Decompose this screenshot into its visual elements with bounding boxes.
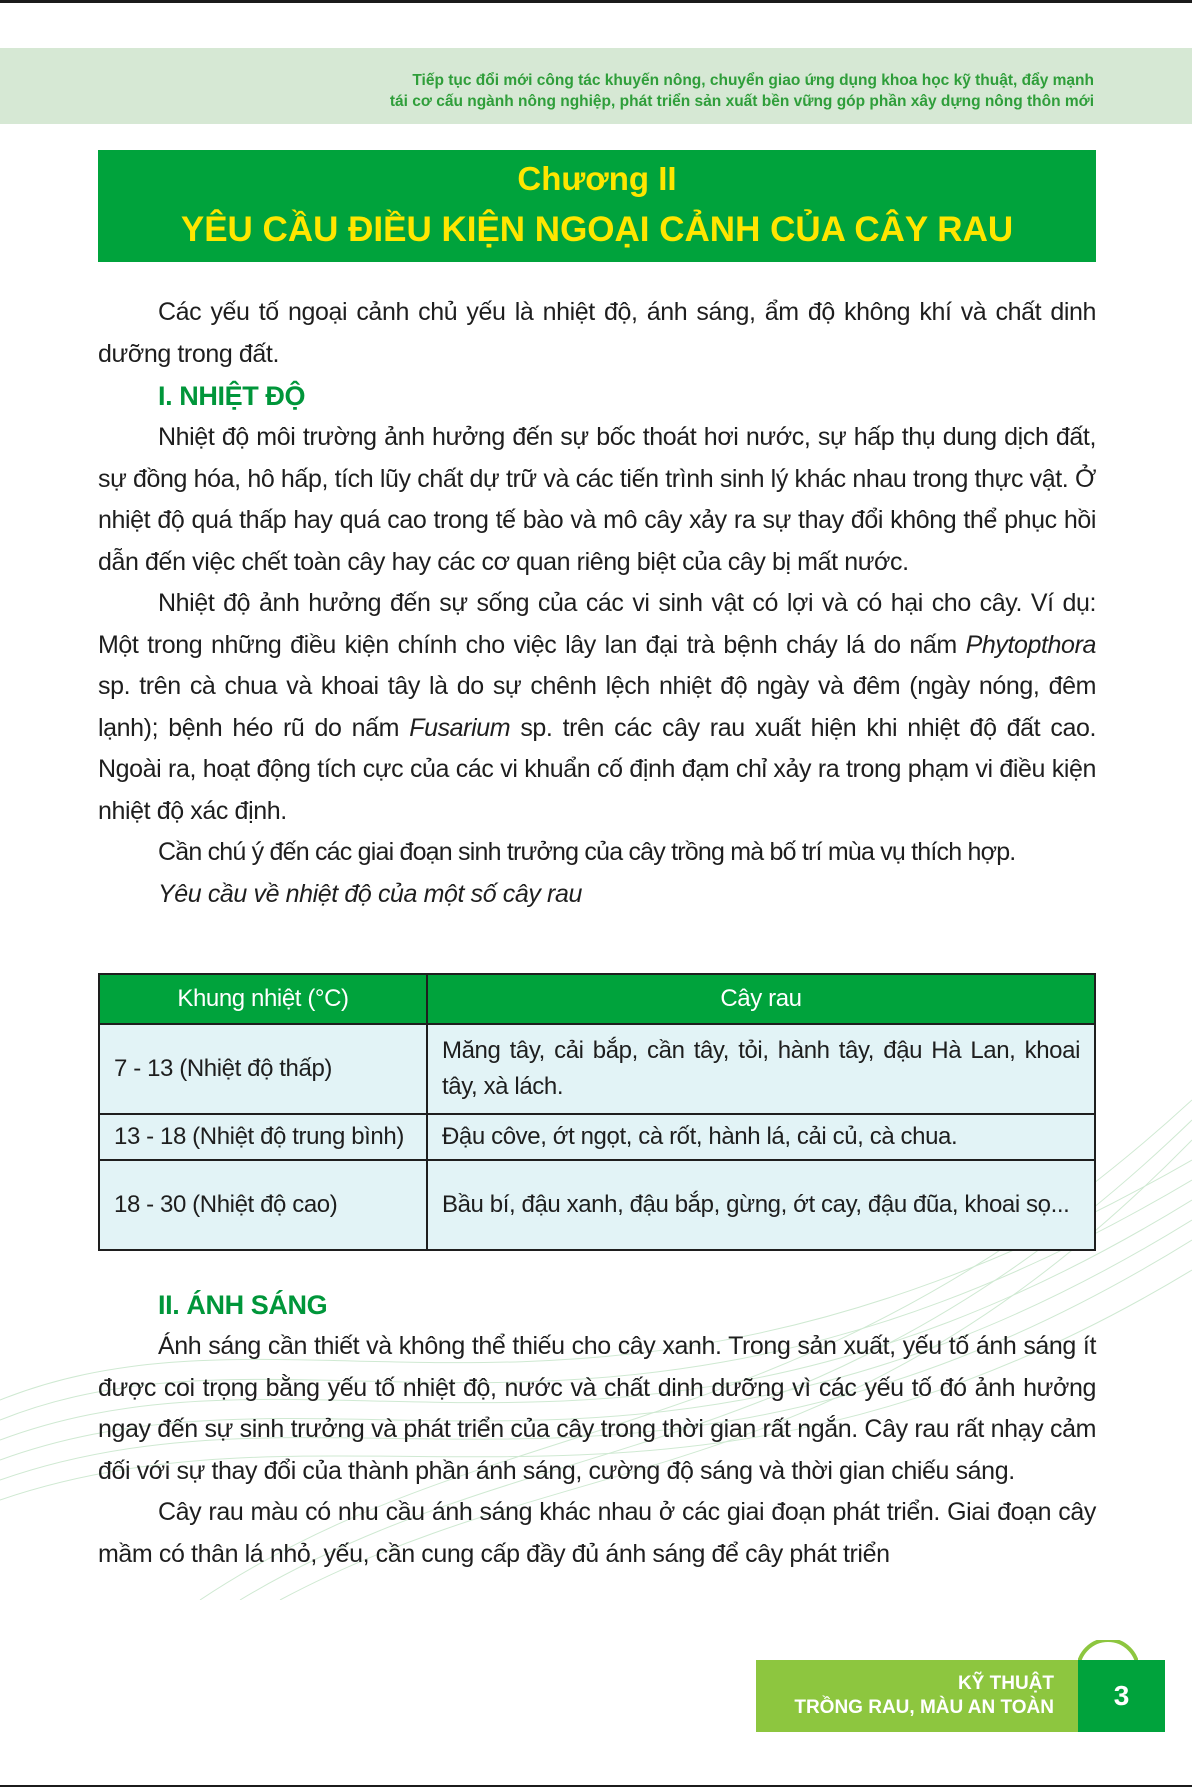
chapter-subtitle: YÊU CẦU ĐIỀU KIỆN NGOẠI CẢNH CỦA CÂY RAU <box>180 210 1014 249</box>
section-2-paragraph-2: Cây rau màu có nhu cầu ánh sáng khác nhau ở các giai đoạn phát triển. Giai đoạn cây mầm có thân lá nhỏ, yếu, cần cung cấp đầy đủ ánh sáng để cây phát triển <box>98 1498 1096 1568</box>
table-cell-vegetables: Măng tây, cải bắp, cần tây, tỏi, hành tây, đậu Hà Lan, khoai tây, xà lách. <box>427 1024 1095 1114</box>
chapter-title: Chương II <box>517 160 677 197</box>
table-cell-temperature: 13 - 18 (Nhiệt độ trung bình) <box>99 1114 427 1160</box>
section-1-paragraph-3: Cần chú ý đến các giai đoạn sinh trưởng của cây trồng mà bố trí mùa vụ thích hợp. <box>158 838 1016 866</box>
temperature-table <box>98 973 1096 1251</box>
p2-italic-fusarium: Fusarium <box>409 713 511 742</box>
footer-book-title <box>756 1660 1078 1732</box>
section-1-paragraph-1: Nhiệt độ môi trường ảnh hưởng đến sự bốc thoát hơi nước, sự hấp thụ dung dịch đất, sự đồng hóa, hô hấp, tích lũy chất dự trữ và các tiến trình sinh lý khác nhau trong thực vật. Ở nhiệt độ quá thấp hay quá cao trong tế bào và mô cây xảy ra sự thay đổi không thể phục hồi dẫn đến việc chết toàn cây hay các cơ quan riêng biệt của cây bị mất nước. <box>98 423 1096 576</box>
running-header <box>390 70 1094 112</box>
table-cell-vegetables: Bầu bí, đậu xanh, đậu bắp, gừng, ớt cay, đậu đũa, khoai sọ... <box>427 1160 1095 1250</box>
p2-italic-phytopthora: Phytopthora <box>965 630 1096 659</box>
intro-paragraph: Các yếu tố ngoại cảnh chủ yếu là nhiệt độ, ánh sáng, ẩm độ không khí và chất dinh dưỡng trong đất. <box>98 298 1096 368</box>
section-1-paragraph-2 <box>98 583 1096 832</box>
table-row <box>99 1160 1095 1250</box>
table-header-row <box>99 974 1095 1024</box>
running-header-line-2: tái cơ cấu ngành nông nghiệp, phát triển sản xuất bền vững góp phần xây dựng nông thôn mới <box>389 93 1094 110</box>
section-2-heading: II. ÁNH SÁNG <box>158 1290 328 1320</box>
running-header-line-1: Tiếp tục đổi mới công tác khuyến nông, chuyển giao ứng dụng khoa học kỹ thuật, đẩy mạnh <box>412 72 1094 89</box>
table-row <box>99 1024 1095 1114</box>
table-cell-temperature: 18 - 30 (Nhiệt độ cao) <box>99 1160 427 1250</box>
p2-text-b: sp. trên cà chua và khoai tây là do sự chênh lệch nhiệt độ ngày và đêm (ngày nóng, đêm lạnh); bệnh héo rũ do nấm <box>98 672 1096 742</box>
table-header-vegetables: Cây rau <box>427 974 1095 1024</box>
footer-title-line-2: TRỒNG RAU, MÀU AN TOÀN <box>794 1697 1054 1718</box>
footer-title-line-1: KỸ THUẬT <box>957 1673 1054 1694</box>
p2-text-a: Nhiệt độ ảnh hưởng đến sự sống của các vi sinh vật có lợi và có hại cho cây. Ví dụ: Một trong những điều kiện chính cho việc lây lan đại trà bệnh cháy lá do nấm <box>98 589 1096 659</box>
section-1-heading: I. NHIỆT ĐỘ <box>158 381 306 411</box>
section-2-paragraph-1: Ánh sáng cần thiết và không thể thiếu cho cây xanh. Trong sản xuất, yếu tố ánh sáng ít được coi trọng bằng yếu tố nhiệt độ, nước và chất dinh dưỡng vì các yếu tố đó ảnh hưởng ngay đến sự sinh trưởng và phát triển của cây trong thời gian rất ngắn. Cây rau rất nhạy cảm đối với sự thay đổi của thành phần ánh sáng, cường độ sáng và thời gian chiếu sáng. <box>98 1332 1096 1485</box>
page-number-box <box>1078 1660 1165 1732</box>
table-header-temperature: Khung nhiệt (°C) <box>99 974 427 1024</box>
intro-and-section-1 <box>98 292 1096 915</box>
table-cell-vegetables: Đậu côve, ớt ngọt, cà rốt, hành lá, cải củ, cà chua. <box>427 1114 1095 1160</box>
section-2 <box>98 1284 1096 1575</box>
chapter-banner <box>98 150 1096 262</box>
table-cell-temperature: 7 - 13 (Nhiệt độ thấp) <box>99 1024 427 1114</box>
page-number: 3 <box>1113 1680 1130 1711</box>
p2-text-c: sp. trên các cây rau xuất hiện khi nhiệt độ đất cao. Ngoài ra, hoạt động tích cực của các vi khuẩn cố định đạm chỉ xảy ra trong phạm vi điều kiện nhiệt độ xác định. <box>98 713 1096 825</box>
table-caption: Yêu cầu về nhiệt độ của một số cây rau <box>158 879 582 908</box>
table-row <box>99 1114 1095 1160</box>
